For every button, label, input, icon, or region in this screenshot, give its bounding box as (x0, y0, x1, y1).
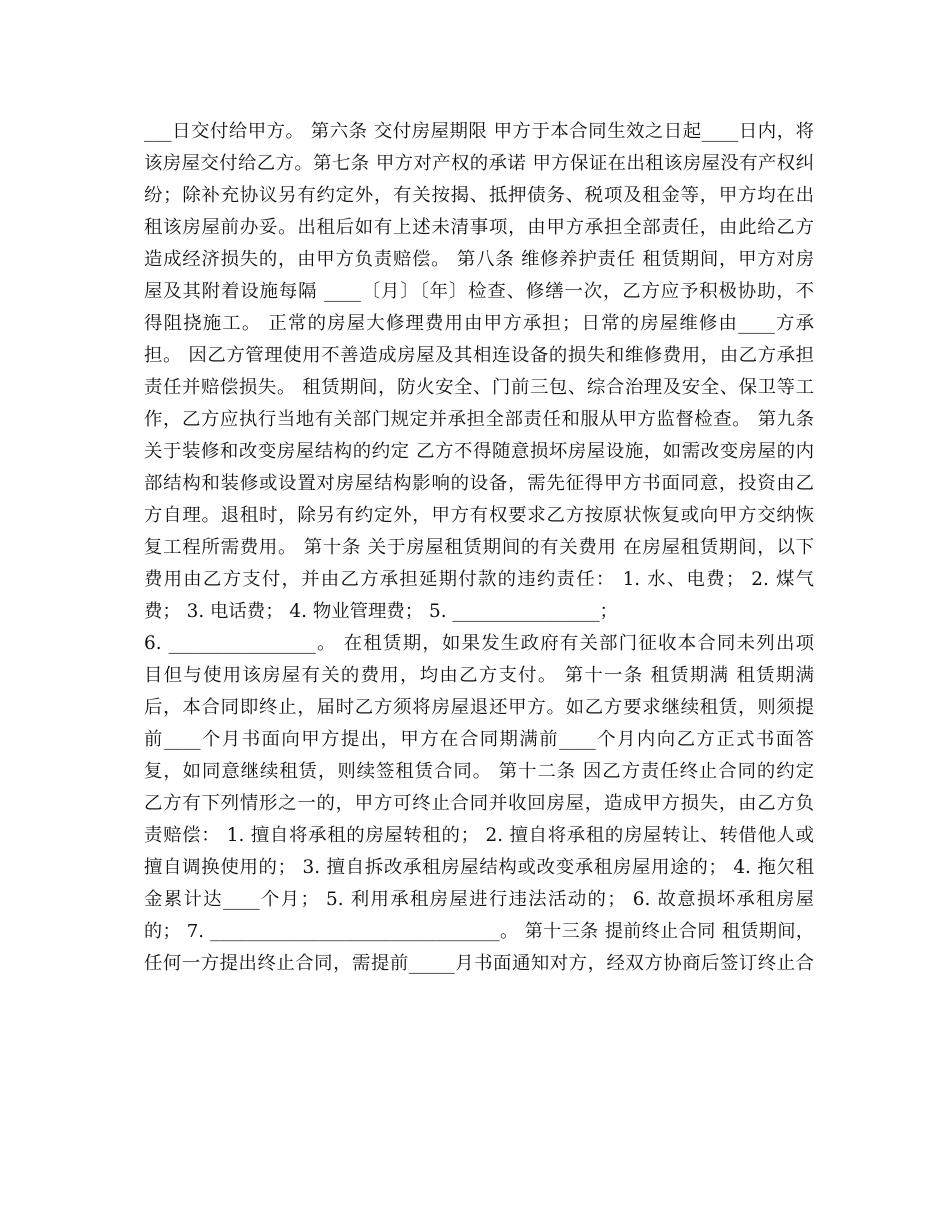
text-line: 关于装修和改变房屋结构的约定 乙方不得随意损坏房屋设施，如需改变房屋的内 (144, 441, 814, 462)
text-line: 金累计达____个月； 5. 利用承租房屋进行违法活动的； 6. 故意损坏承租房屋 (144, 889, 814, 910)
text-line: 费； 3. 电话费； 4. 物业管理费； 5. ________________； (144, 601, 618, 622)
text-line: 复，如同意继续租赁，则续签租赁合同。 第十二条 因乙方责任终止合同的约定 (144, 761, 814, 782)
text-line: 复工程所需费用。 第十条 关于房屋租赁期间的有关费用 在房屋租赁期间，以下 (144, 537, 814, 558)
text-line: 该房屋交付给乙方。第七条 甲方对产权的承诺 甲方保证在出租该房屋没有产权纠 (144, 153, 814, 174)
text-line: 方自理。退租时，除另有约定外，甲方有权要求乙方按原状恢复或向甲方交纳恢 (144, 505, 814, 526)
text-line: 前____个月书面向甲方提出，甲方在合同期满前____个月内向乙方正式书面答 (144, 729, 814, 750)
text-line: 6. ________________。 在租赁期，如果发生政府有关部门征收本合同未列出项 (144, 633, 814, 654)
text-line: 租该房屋前办妥。出租后如有上述未清事项，由甲方承担全部责任，由此给乙方 (144, 217, 814, 238)
text-line: 责赔偿： 1. 擅自将承租的房屋转租的； 2. 擅自将承租的房屋转让、转借他人或 (144, 825, 814, 846)
text-line: 任何一方提出终止合同，需提前_____月书面通知对方，经双方协商后签订终止合 (144, 953, 814, 974)
text-line: 擅自调换使用的； 3. 擅自拆改承租房屋结构或改变承租房屋用途的； 4. 拖欠租 (144, 857, 814, 878)
text-line: 造成经济损失的，由甲方负责赔偿。 第八条 维修养护责任 租赁期间，甲方对房 (144, 249, 814, 270)
text-line: 责任并赔偿损失。 租赁期间，防火安全、门前三包、综合治理及安全、保卫等工 (144, 377, 814, 398)
text-line: 后，本合同即终止，届时乙方须将房屋退还甲方。如乙方要求继续租赁，则须提 (144, 697, 814, 718)
text-line: 作，乙方应执行当地有关部门规定并承担全部责任和服从甲方监督检查。 第九条 (144, 409, 814, 430)
text-line: 目但与使用该房屋有关的费用，均由乙方支付。 第十一条 租赁期满 租赁期满 (144, 665, 814, 686)
text-line: 屋及其附着设施每隔 ____〔月〕〔年〕检查、修缮一次，乙方应予积极协助，不 (144, 281, 814, 302)
text-line: 费用由乙方支付，并由乙方承担延期付款的违约责任： 1. 水、电费； 2. 煤气 (144, 569, 814, 590)
text-line: 得阻挠施工。 正常的房屋大修理费用由甲方承担；日常的房屋维修由____方承 (144, 313, 814, 334)
text-line: 纷；除补充协议另有约定外，有关按揭、抵押债务、税项及租金等，甲方均在出 (144, 185, 814, 206)
contract-body-text (144, 116, 814, 980)
text-line: 的； 7. ________________________________。 第十三条 提前终止合同 租赁期间， (144, 921, 814, 942)
text-line: 担。 因乙方管理使用不善造成房屋及其相连设备的损失和维修费用，由乙方承担 (144, 345, 814, 366)
text-line: ___日交付给甲方。 第六条 交付房屋期限 甲方于本合同生效之日起____日内，将 (144, 121, 814, 142)
text-line: 乙方有下列情形之一的，甲方可终止合同并收回房屋，造成甲方损失，由乙方负 (144, 793, 814, 814)
text-line: 部结构和装修或设置对房屋结构影响的设备，需先征得甲方书面同意，投资由乙 (144, 473, 814, 494)
